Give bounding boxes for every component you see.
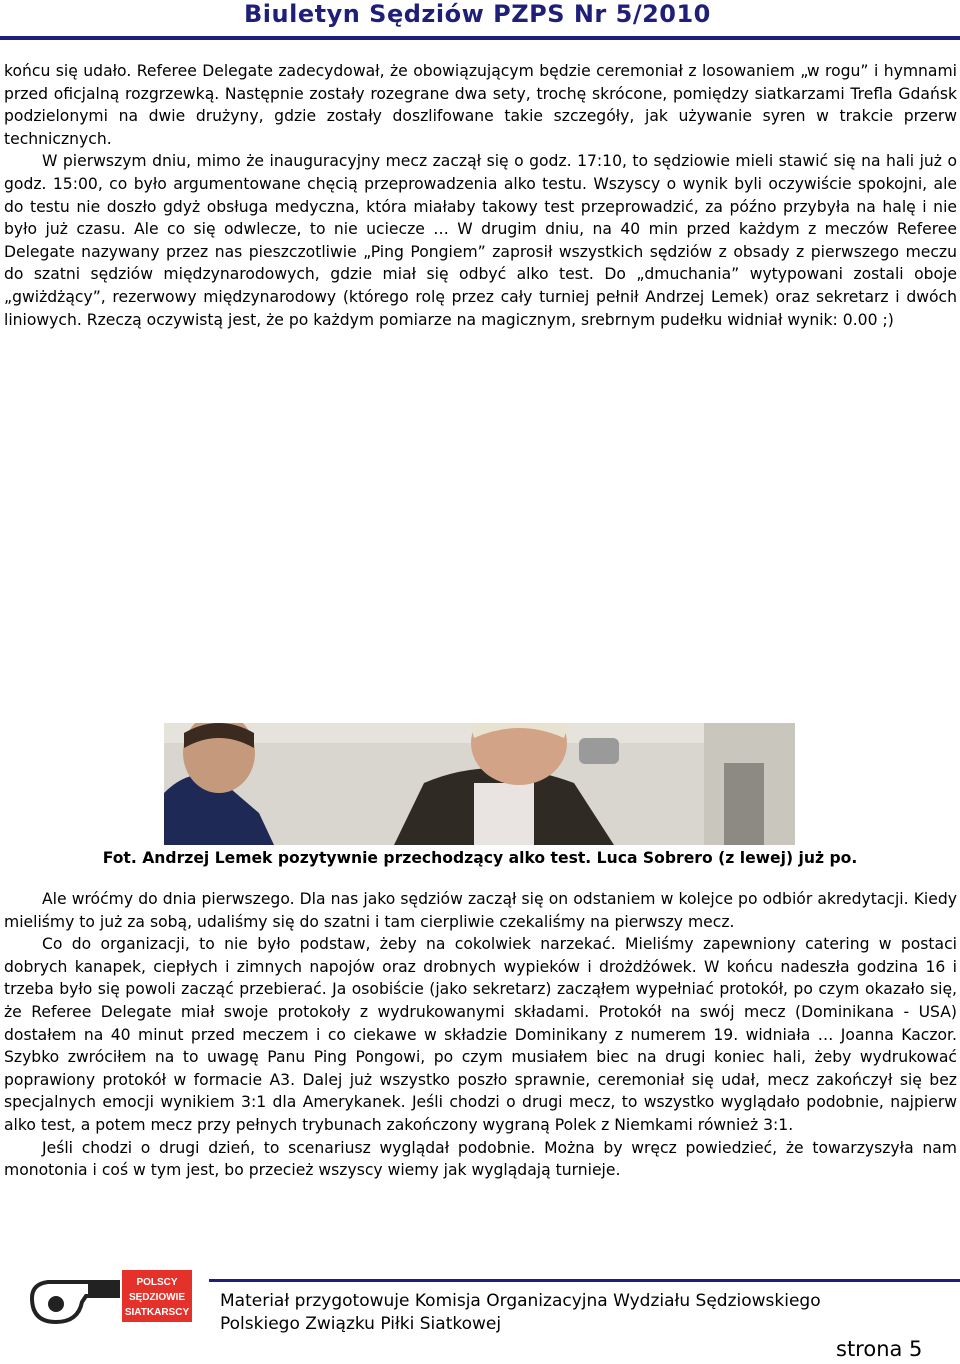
paragraph: Ale wróćmy do dnia pierwszego. Dla nas jako sędziów zaczął się on odstaniem w kolejce po odbiór akredytacji. Kiedy mieliśmy to już za sobą, udaliśmy się do szatni i tam cierpliwie czekaliśmy na pierwszy mecz. [4, 890, 957, 931]
photo-image [164, 723, 795, 845]
bulletin-title: Biuletyn Sędziów PZPS Nr 5/2010 [244, 0, 711, 28]
article-top [4, 60, 957, 331]
page-number: strona 5 [836, 1337, 923, 1361]
footer-divider [209, 1279, 960, 1282]
alko-test-photo [164, 723, 795, 845]
logo-text: SIATKARSCY [124, 1307, 190, 1318]
footer-line: Materiał przygotowuje Komisja Organizacyjna Wydziału Sędziowskiego [220, 1291, 821, 1311]
logo-text: SĘDZIOWIE [128, 1292, 186, 1303]
logo-text: POLSCY [136, 1277, 178, 1288]
paragraph: końcu się udało. Referee Delegate zadecydował, że obowiązującym będzie ceremoniał z losowaniem „w rogu” i hymnami przed oficjalną rozgrzewką. Następnie zostały rozegrane dwa sety, trochę skrócone, pomiędzy siatkarzami Trefla Gdańsk podzielonymi na dwie drużyny, gdzie zostały doszlifowane takie szczegóły, jak używanie syren w trakcie przerw technicznych. [4, 62, 957, 148]
page-header [0, 0, 960, 38]
header-divider [0, 36, 960, 40]
whistle-logo-icon [26, 1262, 196, 1330]
footer-line: Polskiego Związku Piłki Siatkowej [220, 1314, 502, 1334]
paragraph: Jeśli chodzi o drugi dzień, to scenariusz wyglądał podobnie. Można by wręcz powiedzieć, że towarzyszyła nam monotonia i coś w tym jest, bo przecież wszyscy wiemy jak wyglądają turnieje. [4, 1138, 957, 1180]
footer-credits [220, 1290, 821, 1336]
article-bottom [4, 888, 957, 1182]
paragraph: W pierwszym dniu, mimo że inauguracyjny mecz zaczął się o godz. 17:10, to sędziowie mieli stawić się na hali już o godz. 15:00, co było argumentowane chęcią przeprowadzenia alko testu. Wszyscy o wynik byli oczywiście spokojni, ale do testu nie doszło gdyż obsługa medyczna, która miałaby takowy test przeprowadzić, za późno przybyła na halę i nie było już czasu. Ale co się odwlecze, to nie uciecze … W drugim dniu, na 40 min przed każdym z meczów Referee Delegate nazywany przez nas pieszczotliwie „Ping Pongiem” zaprosił wszystkich sędziów z obsady z pierwszego meczu do szatni sędziów międzynarodowych, gdzie miał się odbyć alko test. Do „dmuchania” wytypowani zostali oboje „gwiżdżący”, rezerwowy międzynarodowy (którego rolę przez cały turniej pełnił Andrzej Lemek) oraz sekretarz i dwóch liniowych. Rzeczą oczywistą jest, że po każdym pomiarze na magicznym, srebrnym pudełku widniał wynik: 0.00 ;) [4, 152, 957, 329]
photo-caption: Fot. Andrzej Lemek pozytywnie przechodzący alko test. Luca Sobrero (z lewej) już po. [102, 849, 858, 867]
paragraph: Co do organizacji, to nie było podstaw, żeby na cokolwiek narzekać. Mieliśmy zapewniony catering w postaci dobrych kanapek, ciepłych i zimnych napojów oraz drobnych wypieków i drożdżówek. W końcu nadeszła godzina 16 i trzeba było się powoli zacząć przebierać. Ja osobiście (jako sekretarz) zacząłem wypełniać protokół, po czym okazało się, że Referee Delegate miał swoje protokoły z wydrukowanymi składami. Protokół na swój mecz (Dominikana - USA) dostałem na 40 minut przed meczem i co ciekawe w składzie Dominikany z numerem 19. widniała … Joanna Kaczor. Szybko zwróciłem na to uwagę Panu Ping Pongowi, po czym musiałem biec na drugi koniec hali, żeby wydrukować poprawiony protokół w formacie A3. Dalej już wszystko poszło sprawnie, ceremoniał się udał, mecz zakończył się bez specjalnych emocji wynikiem 3:1 dla Amerykanek. Jeśli chodzi o drugi mecz, to wszystko wyglądało podobnie, najpierw alko test, a potem mecz przy pełnych trybunach zakończony wygraną Polek z Niemkami również 3:1. [4, 935, 957, 1134]
